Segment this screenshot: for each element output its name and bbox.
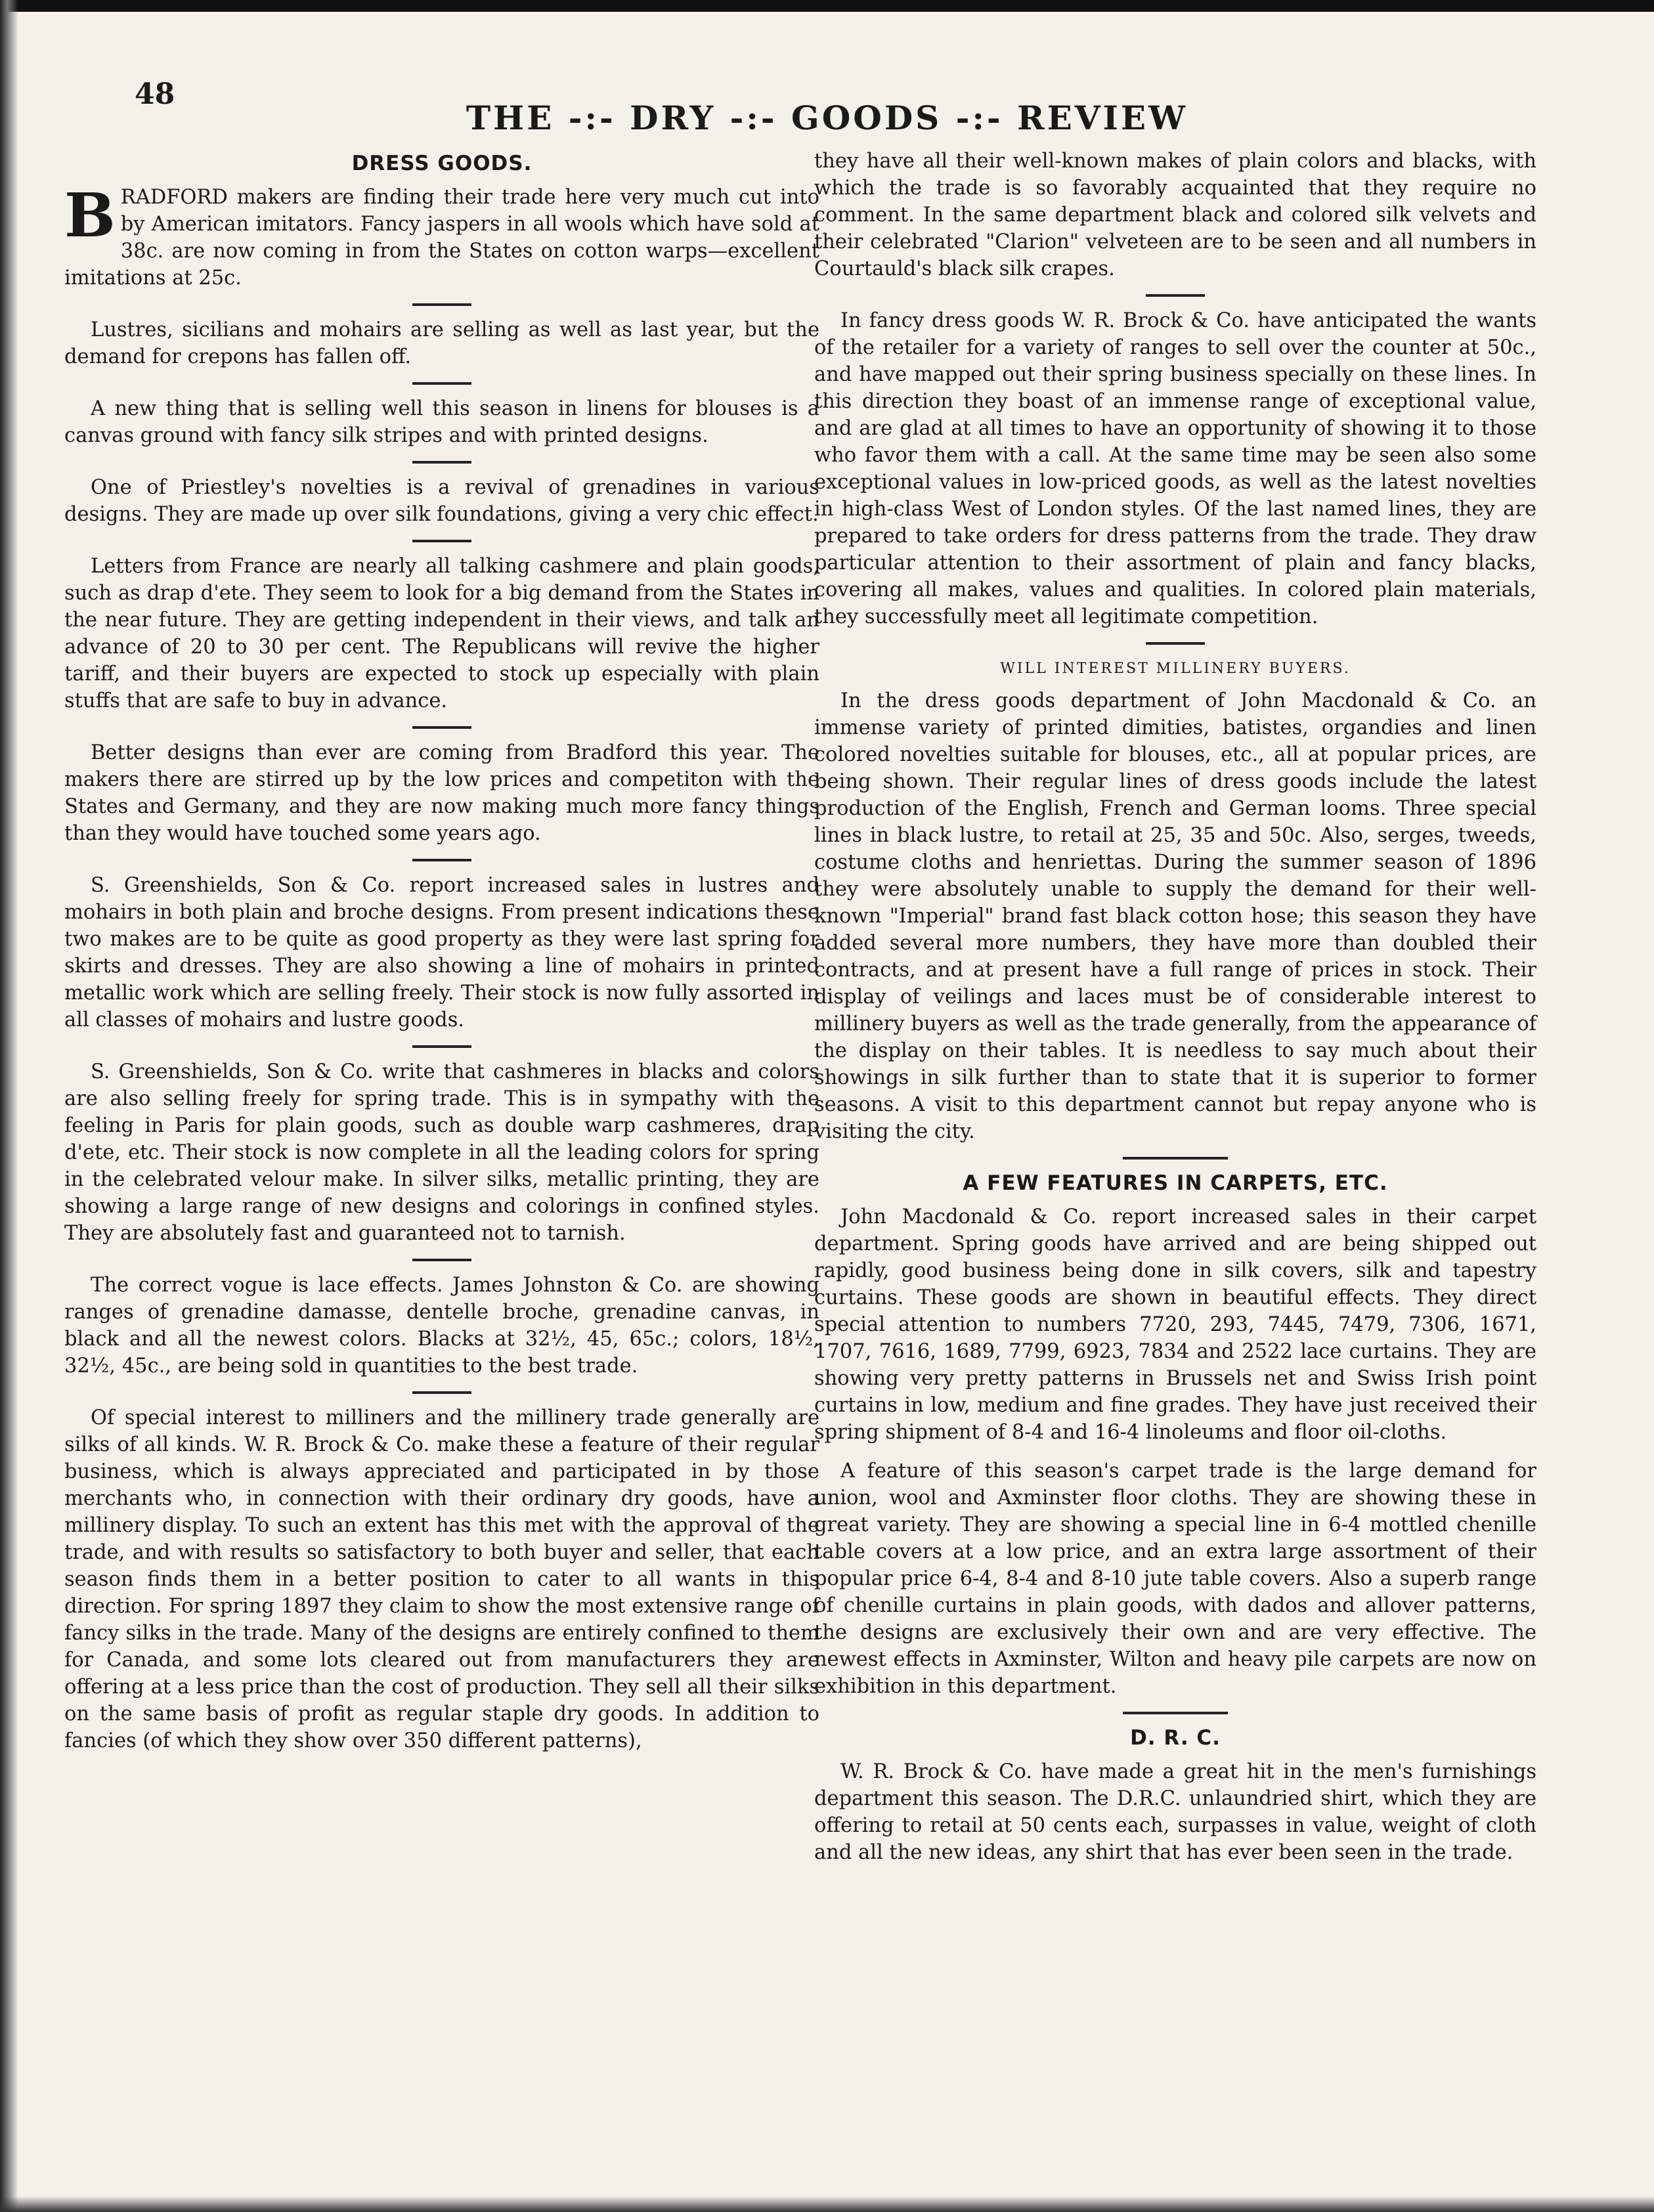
separator [412, 540, 471, 542]
separator [412, 382, 471, 385]
dress-goods-title: DRESS GOODS. [351, 152, 533, 175]
separator [1146, 642, 1205, 645]
continuation-paragraph: they have all their well-known makes of plain colors and blacks, with which the trade is so favorably acquainted that they require no comment. In the same department black and colored silk velvets and their celebrated "Clarion" velveteen are to be seen and all numbers in Courtauld's black silk crapes. [814, 150, 1536, 280]
brock-paragraph: In fancy dress goods W. R. Brock & Co. have anticipated the wants of the retailer for a variety of ranges to sell over the counter at 50c., and have mapped out their spring business specially on these lines. In this direction they boast of an immense range of exceptional value, and are glad at all times to have an opportunity of showing it to those who favor them with a call. At the same time may be seen also some exceptional values in low-priced goods, as well as the latest novelties in high-class West of London styles. Of the last named lines, they are prepared to take orders for dress patterns from the trade. They draw particular attention to their assortment of plain and fancy blacks, covering all makes, values and qualities. In colored plain materials, they successfully meet all legitimate competition. [814, 309, 1536, 628]
separator [412, 726, 471, 729]
separator [412, 1045, 471, 1048]
separator [412, 461, 471, 464]
paragraph: Better designs than ever are coming from Bradford this year. The makers there are stirred up by the low prices and competiton with the States and Germany, and they are now making much more fancy things than they would have touched some years ago. [64, 741, 819, 845]
page-number: 48 [135, 77, 175, 111]
carpets-paragraph: John Macdonald & Co. report increased sales in their carpet department. Spring goods have arrived and are being shipped out rapidly, good business being done in silk covers, silk and tapestry curtains. These goods are shown in beautiful effects. They direct special attention to numbers 7720, 293, 7445, 7479, 7306, 1671, 1707, 7616, 1689, 7799, 6923, 7834 and 2522 lace curtains. They are showing very pretty patterns in Brussels net and Swiss Irish point curtains in low, medium and fine grades. They have just received their spring shipment of 8-4 and 16-4 linoleums and floor oil-cloths. [814, 1205, 1536, 1444]
scan-edge-left [0, 0, 18, 2212]
paragraph: Letters from France are nearly all talking cashmere and plain goods, such as drap d'ete. They seem to look for a big demand from the States in the near future. They are getting independent in their views, and talk an advance of 20 to 30 per cent. The Republicans will revive the higher tariff, and their buyers are expected to stock up especially with plain stuffs that are safe to buy in advance. [64, 555, 819, 712]
scan-edge-bottom [0, 2196, 1654, 2212]
drop-cap: B [64, 180, 116, 251]
paragraph: Lustres, sicilians and mohairs are selling as well as last year, but the demand for crepons has fallen off. [64, 318, 819, 368]
separator [412, 859, 471, 861]
paragraph: A new thing that is selling well this season in linens for blouses is a canvas ground with fancy silk stripes and with printed designs. [64, 397, 819, 447]
left-column [64, 148, 819, 1766]
millinery-paragraph: In the dress goods department of John Macdonald & Co. an immense variety of printed dimities, batistes, organdies and linen colored novelties suitable for blouses, etc., all at popular prices, are being shown. Their regular lines of dress goods include the latest production of the English, French and German looms. Three special lines in black lustre, to retail at 25, 35 and 50c. Also, serges, tweeds, costume cloths and henriettas. During the summer season of 1896 they were absolutely unable to supply the demand for their well-known "Imperial" brand fast black cotton hose; this season they have added several more numbers, they have more than doubled their contracts, and at present have a full range of prices in stock. Their display of veilings and laces must be of considerable interest to millinery buyers as well as the trade generally, from the appearance of the display on their tables. It is needless to say much about their showings in silk further than to state that it is superior to former seasons. A visit to this department cannot but repay anyone who is visiting the city. [814, 689, 1536, 1143]
intro-paragraph [64, 180, 819, 292]
separator [1123, 1712, 1228, 1714]
scan-edge-top [0, 0, 1654, 12]
carpets-paragraph: A feature of this season's carpet trade is the large demand for union, wool and Axminster floor cloths. They are showing these in great variety. They are showing a special line in 6-4 mottled chenille table covers at a low price, and an extra large assortment of their popular price 6-4, 8-4 and 8-10 jute table covers. Also a superb range of chenille curtains in plain goods, with dados and allover patterns, the designs are exclusively their own and are very effective. The newest effects in Axminster, Wilton and heavy pile carpets are now on exhibition in this department. [814, 1460, 1536, 1698]
drc-title: D. R. C. [1130, 1726, 1221, 1750]
right-column [814, 148, 1536, 1878]
intro-text: makers are finding their trade here very much cut into by American imitators. Fancy jaspers in all wools which have sold at 38c. are now coming in from the States on cotton warps—excellent imitations at 25c. [64, 186, 819, 290]
paragraph: S. Greenshields, Son & Co. report increased sales in lustres and mohairs in both plain and broche designs. From present indications these two makes are to be quite as good property as they were last spring for skirts and dresses. They are also showing a line of mohairs in printed metallic work which are selling freely. Their stock is now fully assorted in all classes of mohairs and lustre goods. [64, 874, 819, 1031]
separator [1146, 294, 1205, 297]
separator [412, 303, 471, 306]
intro-lead: RADFORD [120, 186, 228, 209]
separator [1123, 1157, 1228, 1160]
carpets-title: A FEW FEATURES IN CARPETS, ETC. [963, 1171, 1388, 1195]
paragraph: S. Greenshields, Son & Co. write that cashmeres in blacks and colors are also selling freely for spring trade. This is in sympathy with the feeling in Paris for plain goods, such as double warp cashmeres, drap d'ete, etc. Their stock is now complete in all the leading colors for spring in the celebrated velour make. In silver silks, metallic printing, they are showing a large range of new designs and colorings in confined styles. They are absolutely fast and guaranteed not to tarnish. [64, 1060, 819, 1245]
paragraph: The correct vogue is lace effects. James Johnston & Co. are showing ranges of grenadine damasse, dentelle broche, grenadine canvas, in black and all the newest colors. Blacks at 32½, 45, 65c.; colors, 18½, 32½, 45c., are being sold in quantities to the best trade. [64, 1274, 819, 1377]
millinery-title: WILL INTEREST MILLINERY BUYERS. [1000, 661, 1351, 677]
paragraph: One of Priestley's novelties is a revival of grenadines in various designs. They are made up over silk foundations, giving a very chic effect. [64, 476, 819, 526]
separator [412, 1391, 471, 1394]
masthead: THE -:- DRY -:- GOODS -:- REVIEW [466, 98, 1188, 137]
drc-paragraph: W. R. Brock & Co. have made a great hit in the men's furnishings department this season. The D.R.C. unlaundried shirt, which they are offering to retail at 50 cents each, surpasses in value, weight of cloth and all the new ideas, any shirt that has ever been seen in the trade. [814, 1760, 1536, 1864]
separator [412, 1259, 471, 1261]
paragraph: Of special interest to milliners and the millinery trade generally are silks of all kinds. W. R. Brock & Co. make these a feature of their regular business, which is always appreciated and participated in by those merchants who, in connection with their ordinary dry goods, have a millinery display. To such an extent has this met with the approval of the trade, and with results so satisfactory to both buyer and seller, that each season finds them in a better position to cater to all wants in this direction. For spring 1897 they claim to show the most extensive range of fancy silks in the trade. Many of the designs are entirely confined to them for Canada, and some lots cleared out from manufacturers they are offering at a less price than the cost of production. They sell all their silks on the same basis of profit as regular staple dry goods. In addition to fancies (of which they show over 350 different patterns), [64, 1406, 819, 1752]
